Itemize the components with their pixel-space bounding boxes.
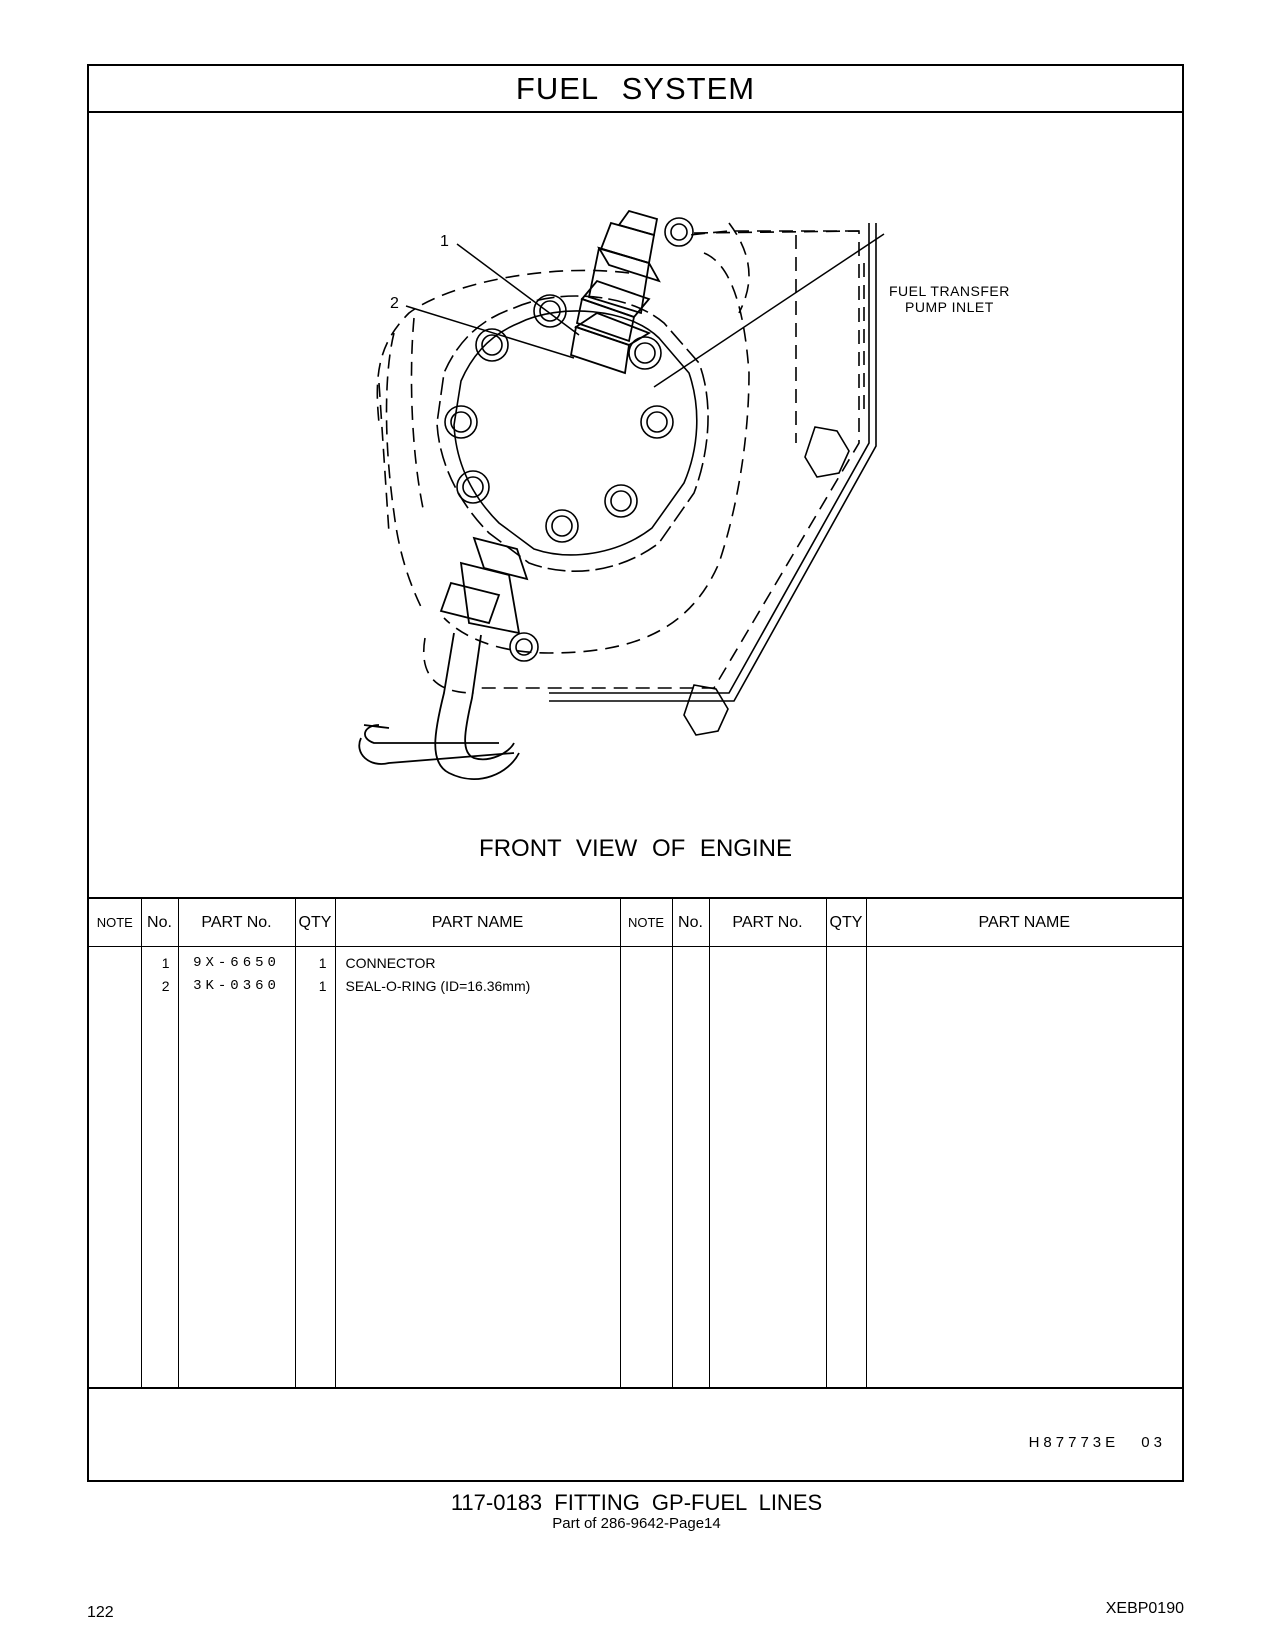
group-subcaption: Part of 286-9642-Page14 xyxy=(552,1515,721,1532)
header-no-2: No. xyxy=(672,898,709,947)
col-part-no-2 xyxy=(709,947,826,1388)
row-1-part-no: 9X-6650 xyxy=(193,955,280,971)
col-no-2 xyxy=(672,947,709,1388)
header-no: No. xyxy=(141,898,178,947)
col-part-no xyxy=(178,947,295,1388)
group-caption: 117-0183 FITTING GP-FUEL LINES xyxy=(450,1490,823,1515)
callout-1: 1 xyxy=(440,233,449,250)
row-1-part-name: CONNECTOR xyxy=(345,955,436,971)
footer-box xyxy=(89,1387,1182,1482)
header-part-name-2: PART NAME xyxy=(866,898,1182,947)
parts-table-area xyxy=(89,897,1182,1387)
view-label: FRONT VIEW OF ENGINE xyxy=(479,835,792,862)
col-part-name-2 xyxy=(866,947,1182,1388)
parts-table xyxy=(89,897,1182,1387)
inlet-label xyxy=(889,283,1010,315)
row-1-qty: 1 xyxy=(318,955,327,971)
header-part-name: PART NAME xyxy=(335,898,620,947)
callout-2: 2 xyxy=(390,295,399,312)
header-note: NOTE xyxy=(89,898,141,947)
document-id: XEBP0190 xyxy=(1105,1600,1184,1617)
inlet-label-line1: FUEL TRANSFER xyxy=(889,283,1010,299)
col-note xyxy=(89,947,141,1388)
engine-illustration xyxy=(89,113,1182,897)
header-note-2: NOTE xyxy=(620,898,672,947)
row-2-part-no: 3K-0360 xyxy=(193,978,280,994)
drawing-ref-code: H87773E 03 xyxy=(1028,1434,1166,1451)
page-title: FUEL SYSTEM xyxy=(89,66,1182,113)
header-part-no-2: PART No. xyxy=(709,898,826,947)
row-2-no: 2 xyxy=(161,978,170,994)
parts-page-frame xyxy=(87,64,1184,1482)
inlet-label-line2: PUMP INLET xyxy=(905,299,994,315)
header-qty-2: QTY xyxy=(826,898,866,947)
header-qty: QTY xyxy=(295,898,335,947)
header-part-no: PART No. xyxy=(178,898,295,947)
fuel-pump-drawing xyxy=(89,113,1186,897)
col-no xyxy=(141,947,178,1388)
col-qty-2 xyxy=(826,947,866,1388)
col-part-name xyxy=(335,947,620,1388)
row-1-no: 1 xyxy=(161,955,170,971)
col-note-2 xyxy=(620,947,672,1388)
row-2-part-name: SEAL-O-RING (ID=16.36mm) xyxy=(345,978,531,994)
col-qty xyxy=(295,947,335,1388)
row-2-qty: 1 xyxy=(318,978,327,994)
page-number: 122 xyxy=(87,1604,114,1621)
